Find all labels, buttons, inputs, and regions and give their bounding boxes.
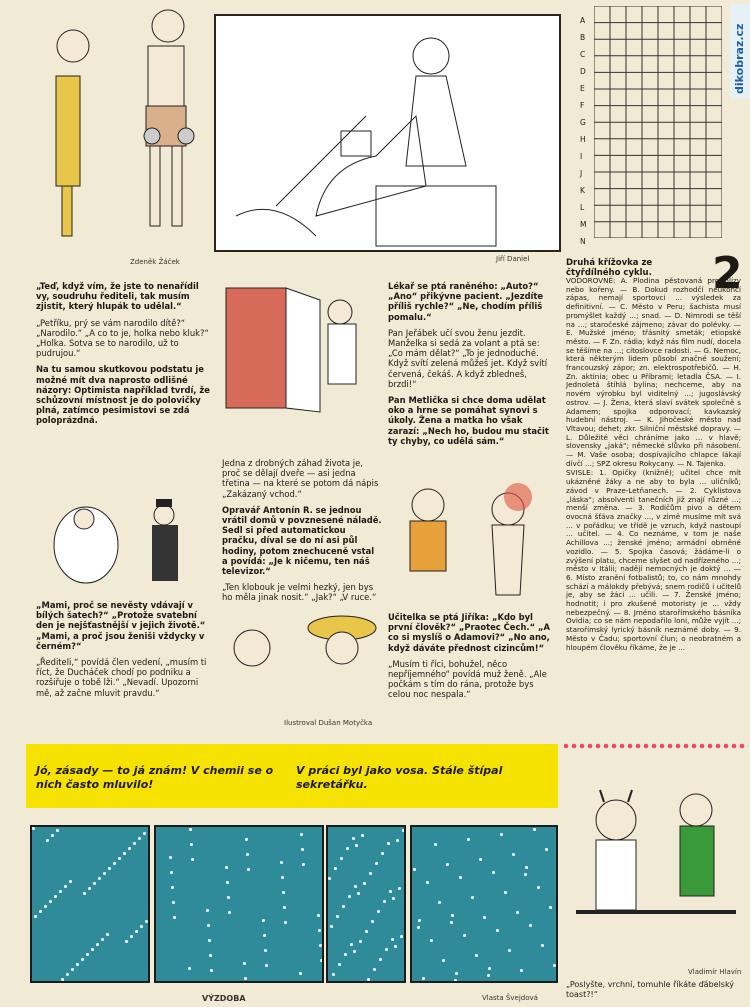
snowflake (398, 887, 401, 890)
snowflake (108, 867, 111, 870)
snowflake (545, 848, 548, 851)
snowflake (118, 857, 121, 860)
snowflake (284, 921, 287, 924)
jokes-right-column (388, 281, 554, 452)
row-label: C (580, 50, 586, 59)
snowflake (317, 914, 320, 917)
row-label: M (580, 220, 587, 229)
cartoon-hat (222, 598, 382, 708)
snowflake (44, 905, 47, 908)
snowflake (265, 964, 268, 967)
snowflake (467, 838, 470, 841)
snowflake (173, 916, 176, 919)
snowflake (350, 943, 353, 946)
snowflake (145, 920, 148, 923)
snowflake (91, 948, 94, 951)
snowflake (463, 934, 466, 937)
row-label: J (580, 169, 583, 178)
snowflake (336, 915, 339, 918)
conductor-frame (214, 14, 561, 252)
snowflake (359, 940, 362, 943)
crossword-grid (594, 6, 722, 238)
snowflake (66, 973, 69, 976)
snowflake (381, 852, 384, 855)
snowflake (446, 863, 449, 866)
row-label: A (580, 16, 586, 25)
snowflake (340, 857, 343, 860)
joke: „Musím ti říci, bohužel, něco nepříjemného“ povídá muž ženě. „Ale počkám s tím do rána, protože bys celou noc nespala.“ (388, 658, 547, 700)
source-tab (730, 4, 750, 99)
jokes-left-column-2 (36, 600, 212, 704)
row-label: L (580, 203, 585, 212)
clues-vertical: SVISLE: 1. Opičky (knižně); učitel chce mít ukázněné žáky a ne aby to byla ... uličníků; závod v Praze-Letňanech. — 2. Cyklistova „láska“; absolventi tanečních již znají různé ...; menší změna. — 3. Rodičům pivo a dětem ovocná šťáva značky ..., v zimě musíme mít svá ... v pořádku; ve třídě je vzruch, když nastoupí ... učitel. — 4. Co neznáme, v tom je naše Achillova ...; ženské jméno; armádní obrněné vozidlo. — 5. Spojka časová; žádáme-li o zvýšení platu, chceme slyšet od nadřízeného ...; město v Itálii; nadějí nemocných je doktý ... — 6. Místo zranění fotbalistů; to, co nám mnohdy schází a málokdy přebývá; snem rodičů i učitelů je, aby se žáci ... učili. — 7. Ženské jméno; hodnotit; i pro zkušené motoristy je ... vždy nebezpečný. — 8. Jméno starořímského básníka Ovidia; co se nám nepodařilo loni, může vyjít ...; starořímský lyrický básník neznámé doby. — 9. Město v Čadu; sportovní člun; o neobratném a hloupém člověku říkáme, že je ... (566, 468, 741, 652)
snowflake (135, 930, 138, 933)
yellow-joke-right: V práci byl jako vosa. Stále štípal sekretářku. (296, 764, 503, 791)
snowflake (454, 979, 457, 982)
snowflake (377, 910, 380, 913)
snowflake (394, 945, 397, 948)
snowflake (280, 861, 283, 864)
cartoon-devil-toast (566, 760, 746, 950)
snowflake (59, 890, 62, 893)
snowflake (172, 901, 175, 904)
snowflake (61, 978, 64, 981)
snowflake (430, 939, 433, 942)
snowflake (283, 906, 286, 909)
caption-vyzdoba: VÝZDOBA (202, 994, 246, 1003)
snowflake (188, 967, 191, 970)
snowflake (367, 978, 370, 981)
snowflake (88, 887, 91, 890)
joke: Lékař se ptá raněného: „Auto?“ „Ano“ přikývne pacient. „Jezdíte příliš rychle?“ „Ne, chodím příliš pomalu.“ (388, 281, 544, 322)
snowflake (354, 885, 357, 888)
snowflake (93, 882, 96, 885)
snowflake (302, 863, 305, 866)
snowflake (328, 877, 331, 880)
snowflake (113, 862, 116, 865)
snowflake (210, 969, 213, 972)
snowflake (434, 843, 437, 846)
row-label: N (580, 237, 586, 246)
snowflake (243, 962, 246, 965)
snowflake (549, 906, 552, 909)
snowflake (520, 969, 523, 972)
snowflake (383, 900, 386, 903)
joke: Pan Jeřábek učí svou ženu jezdit. Manželka si sedá za volant a ptá se: „Co mám dělat?“ „To je jednoduché. Když svítí zelená můžeš jet. Když svítí červená, čekáš. A když zbledneš, brzdi!“ (388, 327, 548, 389)
clues-horizontal: VODOROVNĚ: A. Plodina pěstovaná pro hlízy nebo kořeny. — B. Dokud rozhodčí neukončí zápas, nemají sportovci ... výsledek za definitivní. — C. Město v Peru; šachista musí promýšlet každý ...; snad. — D. Nimrodi se těší na ...; staročeské zájmeno; závar do polévky. — E. Mužské jméno; třásnitý smeták; etiopské město. — F. Zn. rádia; když nás film nudí, docela se těšíme na ...; citoslovce radosti. — G. Nemoc, která některým lidem působí značné soužení; francouzský zápor; zn. elektrospotřebičů. — H. Zn. aktinia; obec u Příbrami; letadla ČSA. — I. Jednoletá štíhlá bylina; nechceme, aby na novém výrobku byl viditelný ...; jugoslávský ostrov. — J. Žena, která slaví svátek společně s Adamem; spojka odporovací; kavkazský hudební nástroj. — K. Jihočeské město nad Vltavou; dehet; zkr. Silniční městské dopravy. — L. Důležité věci chráníme jako ... v hlavě; slovensky „jaká“; německé slůvko při násobení. — M. Vaše osoba; dospívajícího chlapce lákají dívčí ...; SPZ okresu Rokycany. — N. Tajenka. (566, 276, 741, 468)
snowflake (282, 891, 285, 894)
row-label: H (580, 135, 586, 144)
snowflake (357, 892, 360, 895)
snowflake (541, 944, 544, 947)
snowflake (475, 954, 478, 957)
joke: Na tu samou skutkovou podstatu je možné mít dva naprosto odlišné názory: Optimista například tvrdí, že schůzovní místnost je do polovičky plná, zatímco pesimistovi se zdá poloprázdná. (36, 364, 210, 426)
row-label: E (580, 84, 585, 93)
snowflake (348, 895, 351, 898)
caption-svejdova: Vlasta Švejdová (482, 994, 538, 1002)
snowflake (125, 940, 128, 943)
snowflake (400, 935, 403, 938)
cartoon-adam-eve (388, 475, 554, 605)
snowflake (379, 958, 382, 961)
crossword-title: Druhá křížovka ze čtyřdílného cyklu. (566, 258, 653, 278)
joke: „Teď, když vím, že jste to nenařídil vy, soudruhu řediteli, tak musím zjistit, který hlupák to udělal.“ (36, 281, 199, 312)
jokes-mid-column (222, 458, 382, 609)
snowflake (524, 873, 527, 876)
snowflake (130, 935, 133, 938)
snowflake (338, 963, 341, 966)
snowflake (508, 949, 511, 952)
snowflake (373, 968, 376, 971)
snowflake (51, 834, 54, 837)
caption-hlavin: Vladimír Hlavín (688, 968, 742, 976)
snowflake (318, 929, 321, 932)
snowflake (169, 856, 172, 859)
snowflake (206, 909, 209, 912)
snowflake (365, 930, 368, 933)
cartoon-wedding (36, 495, 212, 585)
joke: Jedna z drobných záhad života je, proč se dělají dveře — asi jedna třetina — na které se potom dá nápis „Zakázaný vchod.“ (222, 458, 379, 499)
snowflake (459, 876, 462, 879)
snowflake (553, 964, 556, 967)
row-label: I (580, 152, 583, 161)
row-label: F (580, 101, 585, 110)
snowflake (208, 939, 211, 942)
snowflake (264, 949, 267, 952)
snowflake (442, 959, 445, 962)
snowflake (69, 880, 72, 883)
yellow-band (26, 744, 558, 808)
row-label: B (580, 33, 586, 42)
snowflake (533, 828, 536, 831)
snowflake (246, 853, 249, 856)
snowflake (361, 834, 364, 837)
joke: Opravář Antonín R. se jednou vrátil domů v povznesené náladě. Sedl si před automatickou pračku, díval se do ní asi půl hodiny, potom znechuceně vstal a povídá: „Je k ničemu, ten náš televizor.“ (222, 504, 382, 577)
snowflake (483, 916, 486, 919)
snowflake (500, 833, 503, 836)
row-label: D (580, 67, 586, 76)
snowflake (138, 837, 141, 840)
caption-zacek: Zdeněk Žáček (130, 258, 180, 266)
snowflake (86, 953, 89, 956)
snowflake (344, 953, 347, 956)
snowflake (330, 925, 333, 928)
cartoon-door (220, 282, 380, 432)
snowflake (342, 905, 345, 908)
snowflake (227, 896, 230, 899)
snowflake (191, 858, 194, 861)
snowflake (492, 871, 495, 874)
snowflake (244, 977, 247, 980)
snowflake (355, 844, 358, 847)
pink-dot-border (562, 743, 748, 749)
snowflake (76, 963, 79, 966)
snowflake (140, 925, 143, 928)
snowflake (39, 910, 42, 913)
snowflake (281, 876, 284, 879)
joke: „Řediteli,“ povídá člen vedení, „musím ti říct, že Ducháček chodí po podniku a rozšiřuje o tobě lži.“ „Nevadí. Upozorni mě, až začne mluvit pravdu.“ (36, 657, 207, 698)
comic-panel-2 (154, 825, 324, 983)
crossword-clues (566, 277, 741, 653)
snowflake (83, 892, 86, 895)
comic-panel-3 (326, 825, 406, 983)
row-label: K (580, 186, 585, 195)
jokes-right-column-2 (388, 612, 554, 706)
snowflake (371, 920, 374, 923)
snowflake (319, 944, 322, 947)
snowflake (375, 862, 378, 865)
snowflake (189, 828, 192, 831)
snowflake (300, 833, 303, 836)
snowflake (301, 848, 304, 851)
snowflake (209, 954, 212, 957)
snowflake (516, 911, 519, 914)
snowflake (353, 950, 356, 953)
snowflake (34, 915, 37, 918)
joke: „Petříku, prý se vám narodilo dítě?“ „Narodilo.“ „A co to je, holka nebo kluk?“ „Holka. Sotva se to narodilo, už to pudrujou.“ (36, 317, 209, 359)
snowflake (402, 829, 405, 832)
snowflake (504, 891, 507, 894)
snowflake (455, 972, 458, 975)
snowflake (123, 852, 126, 855)
snowflake (101, 938, 104, 941)
snowflake (529, 924, 532, 927)
snowflake (96, 943, 99, 946)
snowflake (346, 847, 349, 850)
jokes-left-column (36, 281, 212, 432)
snowflake (106, 933, 109, 936)
snowflake (334, 867, 337, 870)
snowflake (488, 967, 491, 970)
snowflake (391, 938, 394, 941)
snowflake (190, 843, 193, 846)
snowflake (422, 977, 425, 980)
snowflake (471, 896, 474, 899)
joke: Pan Metlička si chce doma udělat oko a hrne se pomáhat synovi s úkoly. Žena a matka ho však zarazí: „Nech ho, budou mu stačit ty chyby, co udělá sám.“ (388, 395, 549, 446)
snowflake (46, 839, 49, 842)
snowflake (71, 968, 74, 971)
row-label: G (580, 118, 586, 127)
snowflake (525, 866, 528, 869)
comic-panel-1 (30, 825, 150, 983)
caption-motycka: Ilustroval Dušan Motyčka (284, 719, 373, 727)
snowflake (247, 868, 250, 871)
snowflake (537, 886, 540, 889)
snowflake (512, 853, 515, 856)
snowflake (98, 877, 101, 880)
snowflake (54, 895, 57, 898)
snowflake (133, 842, 136, 845)
cartoon-boxer (28, 6, 214, 246)
snowflake (225, 866, 228, 869)
snowflake (332, 973, 335, 976)
snowflake (263, 934, 266, 937)
snowflake (56, 829, 59, 832)
yellow-joke-left: Jó, zásady — to já znám! V chemii se o nich často mluvilo! (36, 764, 274, 791)
snowflake (170, 871, 173, 874)
snowflake (450, 921, 453, 924)
snowflake (363, 882, 366, 885)
snowflake (228, 911, 231, 914)
crossword-lines (594, 6, 722, 238)
snowflake (32, 827, 35, 830)
snowflake (387, 842, 390, 845)
snowflake (64, 885, 67, 888)
snowflake (392, 897, 395, 900)
snowflake (171, 886, 174, 889)
crossword-number: 2 (712, 248, 743, 299)
snowflake (143, 832, 146, 835)
joke: Učitelka se ptá Jiříka: „Kdo byl první člověk?“ „Praotec Čech.“ „A co si myslíš o Adamovi?“ „No ano, když dáváte přednost cizincům!“ (388, 612, 550, 653)
source-label: dikobraz.cz (733, 23, 746, 94)
snowflake (496, 929, 499, 932)
snowflake (389, 890, 392, 893)
caption-daniel: Jiří Daniel (496, 255, 530, 263)
comic-panel-4 (410, 825, 558, 983)
snowflake (413, 868, 416, 871)
snowflake (396, 839, 399, 842)
joke: „Mami, proč se nevěsty vdávají v bílých šatech?“ „Protože svatební den je nejšťastnější v jejich životě.“ „Mami, a proč jsou ženiši vždycky v černém?“ (36, 600, 206, 651)
bottom-caption: „Poslyšte, vrchní, tomuhle říkáte ďábelský toast?!“ (566, 980, 735, 999)
snowflake (207, 924, 210, 927)
snowflake (262, 919, 265, 922)
snowflake (369, 872, 372, 875)
snowflake (479, 858, 482, 861)
joke: „Ten klobouk je velmi hezký, jen bys ho měla jinak nosit.“ „Jak?“ „V ruce.“ (222, 582, 377, 603)
snowflake (451, 914, 454, 917)
snowflake (352, 837, 355, 840)
snowflake (245, 838, 248, 841)
snowflake (438, 901, 441, 904)
snowflake (128, 847, 131, 850)
snowflake (426, 881, 429, 884)
snowflake (487, 974, 490, 977)
snowflake (320, 959, 323, 962)
snowflake (418, 919, 421, 922)
snowflake (299, 972, 302, 975)
snowflake (385, 948, 388, 951)
snowflake (81, 958, 84, 961)
snowflake (417, 926, 420, 929)
top-left-frame (26, 4, 212, 266)
snowflake (103, 872, 106, 875)
snowflake (49, 900, 52, 903)
snowflake (226, 881, 229, 884)
cartoon-conductor (216, 16, 559, 250)
